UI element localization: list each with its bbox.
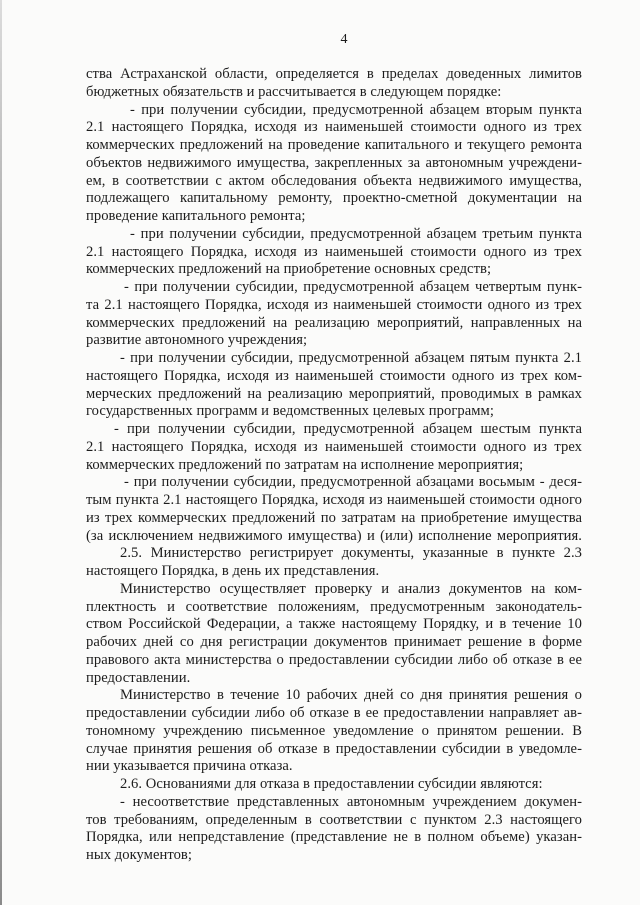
- text-line: случае принятия решения об отказе в предоставлении субсидии в уведомле-: [86, 740, 582, 757]
- text-line: - при получении субсидии, предусмотренной абзацем пятым пункта 2.1: [120, 350, 582, 366]
- text-line: настоящего Порядка, в день их представления.: [86, 563, 380, 579]
- text-line: ем, в соответствии с актом обследования объекта недвижимого имущества,: [86, 172, 582, 189]
- text-line: (за исключением недвижимого имущества) и (или) исполнение мероприятия.: [86, 527, 582, 544]
- text-line: из трех коммерческих предложений по затратам на приобретение имущества: [86, 509, 582, 526]
- text-line: коммерческих предложений на реализацию мероприятий, направленных на: [86, 314, 582, 331]
- text-line: 2.5. Министерство регистрирует документы, указанные в пункте 2.3: [120, 545, 582, 562]
- text-line: предоставлении.: [86, 669, 191, 686]
- text-line: нии указывается причина отказа.: [86, 758, 293, 775]
- text-line: та 2.1 настоящего Порядка, исходя из наименьшей стоимости одного из трех: [86, 296, 582, 313]
- text-line: коммерческих предложений по затратам на исполнение мероприятия;: [86, 456, 524, 473]
- text-line: рабочих дней со дня регистрации документов принимает решение в форме: [86, 634, 582, 650]
- text-line: ством Российской Федерации, а также настоящему Порядку, и в течение 10: [86, 616, 582, 633]
- text-line: бюджетных обязательств и рассчитывается в следующем порядке:: [86, 83, 502, 100]
- text-line: Порядка, или непредставление (представление не в полном объеме) указан-: [86, 829, 582, 846]
- text-line: коммерческих предложений на приобретение основных средств;: [86, 261, 492, 278]
- text-line: - при получении субсидии, предусмотренной абзацем третьим пункта: [130, 225, 582, 242]
- scan-edge: [0, 0, 2, 905]
- text-line: 2.1 настоящего Порядка, исходя из наименьшей стоимости одного из трех: [86, 243, 582, 260]
- text-line: ных документов;: [86, 847, 192, 863]
- text-line: настоящего Порядка, исходя из наименьшей стоимости одного из трех ком-: [86, 367, 582, 384]
- text-line: предоставлении субсидии либо об отказе в ее предоставлении направляет ав-: [86, 705, 582, 721]
- text-line: 2.1 настоящего Порядка, исходя из наименьшей стоимости одного из трех: [86, 438, 582, 455]
- page-number: 4: [340, 32, 348, 47]
- text-line: тономному учреждению письменное уведомление о принятом решении. В: [86, 722, 582, 739]
- text-line: плектность и соответствие положениям, предусмотренным законодатель-: [86, 598, 582, 615]
- text-line: государственных программ и ведомственных целевых программ;: [86, 403, 494, 420]
- text-line: тым пункта 2.1 настоящего Порядка, исходя из наименьшей стоимости одного: [86, 492, 582, 508]
- text-line: - несоответствие представленных автономным учреждением докумен-: [120, 793, 582, 810]
- text-line: - при получении субсидии, предусмотренной абзацами восьмым - деся-: [124, 474, 582, 491]
- text-line: тов требованиям, определенным в соответствии с пунктом 2.3 настоящего: [86, 811, 582, 828]
- text-line: - при получении субсидии, предусмотренной абзацем четвертым пунк-: [124, 279, 582, 295]
- text-line: - при получении субсидии, предусмотренной абзацем вторым пункта: [130, 101, 582, 118]
- text-line: объектов недвижимого имущества, закрепленных за автономным учреждени-: [86, 154, 582, 171]
- text-line: 2.1 настоящего Порядка, исходя из наименьшей стоимости одного из трех: [86, 119, 582, 136]
- text-line: проведение капитального ремонта;: [86, 208, 306, 224]
- text-line: 2.6. Основаниями для отказа в предоставлении субсидии являются:: [120, 776, 543, 792]
- text-line: мерческих предложений на реализацию мероприятий, проводимых в рамках: [86, 385, 582, 402]
- text-line: правового акта министерства о предоставлении субсидии либо об отказе в ее: [86, 651, 582, 668]
- document-body: [86, 66, 582, 865]
- text-line: ства Астраханской области, определяется в пределах доведенных лимитов: [86, 66, 582, 82]
- text-line: коммерческих предложений на проведение капитального и текущего ремонта: [86, 137, 582, 153]
- text-line: Министерство осуществляет проверку и анализ документов на ком-: [120, 580, 582, 597]
- text-line: подлежащего капитальному ремонту, проектно-сметной документации на: [86, 190, 582, 207]
- text-line: - при получении субсидии, предусмотренной абзацем шестым пункта: [114, 421, 582, 437]
- text-line: Министерство в течение 10 рабочих дней со дня принятия решения о: [120, 687, 582, 704]
- text-line: развитие автономного учреждения;: [86, 332, 308, 349]
